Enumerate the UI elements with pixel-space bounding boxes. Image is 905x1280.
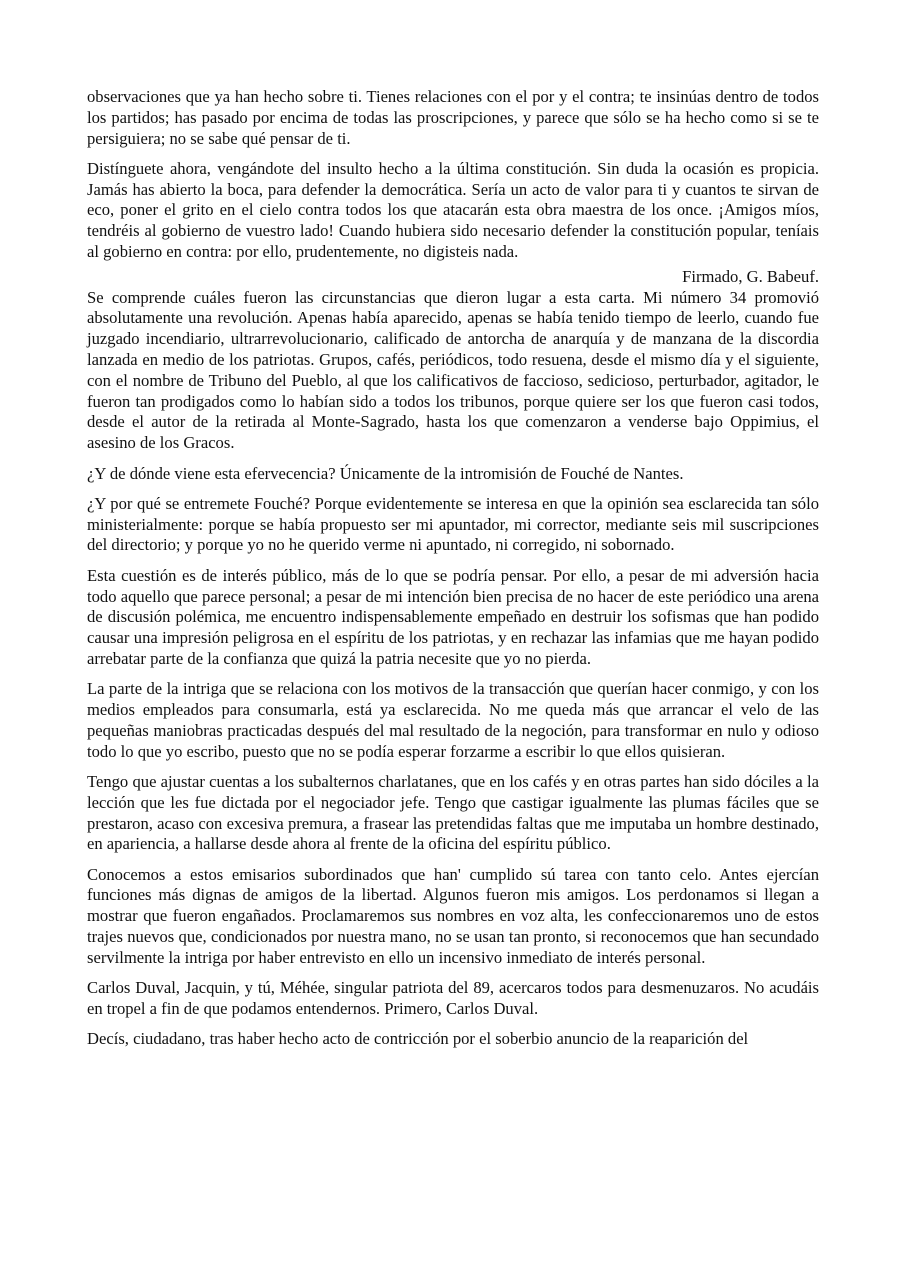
paragraph: ¿Y de dónde viene esta efervecencia? Únicamente de la intromisión de Fouché de Nantes. bbox=[87, 463, 684, 483]
paragraph: La parte de la intriga que se relaciona con los motivos de la transacción que querían hacer conmigo, y con los medios empleados para consumarla, está ya esclarecida. No me queda más que arrancar el velo de las pequeñas maniobras practicadas después del mal resultado de la negoción, para transformar en nulo y odioso todo lo que yo escribo, puesto que no se podía esperar forzarme a escribir lo que ellos quisieran. bbox=[87, 679, 819, 761]
paragraph: Conocemos a estos emisarios subordinados que han' cumplido sú tarea con tanto celo. Antes ejercían funciones más dignas de amigos de la libertad. Algunos fueron mis amigos. Los perdonamos si llegan a mostrar que fueron engañados. Proclamaremos sus nombres en voz alta, les confeccionaremos uno de estos trajes nuevos que, condicionados por nuestra mano, no se usan tan pronto, si reconocemos que han secundado servilmente la intriga por haber entrevisto en ello un incensivo inmediato de interés personal. bbox=[87, 864, 819, 967]
paragraph: Esta cuestión es de interés público, más de lo que se podría pensar. Por ello, a pesar de mi adversión hacia todo aquello que parece personal; a pesar de mi intención bien precisa de no hacer de este periódico una arena de discusión polémica, me encuentro indispensablemente empeñado en destruir los sofismas que han podido causar una impresión peligrosa en el espíritu de los patriotas, y en rechazar las infamias que me hayan podido arrebatar parte de la confianza que quizá la patria necesite que yo no pierda. bbox=[87, 565, 819, 668]
paragraph: Tengo que ajustar cuentas a los subalternos charlatanes, que en los cafés y en otras partes han sido dóciles a la lección que les fue dictada por el negociador jefe. Tengo que castigar igualmente las plumas fáciles que se prestaron, acaso con excesiva premura, a frasear las pretendidas faltas que me imputaba un hombre destinado, en apariencia, a hallarse desde ahora al frente de la oficina del espíritu público. bbox=[87, 771, 819, 854]
paragraph: Se comprende cuáles fueron las circunstancias que dieron lugar a esta carta. Mi número 34 promovió absolutamente una revolución. Apenas había aparecido, apenas se había tenido tiempo de leerlo, cuando fue juzgado incendiario, ultrarrevolucionario, calificado de antorcha de anarquía y de manzana de la discordia lanzada en medio de los patriotas. Grupos, cafés, periódicos, todo resuena, desde el mismo día y el siguiente, con el nombre de Tribuno del Pueblo, al que los calificativos de faccioso, sedicioso, perturbador, agitador, le fueron tan prodigados como lo habían sido a todos los tribunos, porque quiere ser los que fueron casi todos, desde el autor de la retirada al Monte-Sagrado, hasta los que comenzaron a venderse bajo Oppimius, el asesino de los Gracos. bbox=[87, 287, 819, 453]
paragraph: observaciones que ya han hecho sobre ti. Tienes relaciones con el por y el contra; te insinúas dentro de todos los partidos; has pasado por encima de todas las proscripciones, y parece que sólo se ha hecho como si se te persiguiera; no se sabe qué pensar de ti. bbox=[87, 87, 819, 148]
paragraph: Carlos Duval, Jacquin, y tú, Méhée, singular patriota del 89, acercaros todos para desmenuzaros. No acudáis en tropel a fin de que podamos entendernos. Primero, Carlos Duval. bbox=[87, 978, 819, 1018]
paragraph: Decís, ciudadano, tras haber hecho acto de contricción por el soberbio anuncio de la reaparición del bbox=[87, 1029, 749, 1049]
document-page bbox=[87, 87, 819, 1059]
paragraph: Distínguete ahora, vengándote del insulto hecho a la última constitución. Sin duda la ocasión es propicia. Jamás has abierto la boca, para defender la democrática. Sería un acto de valor para ti y cuantos te sirvan de eco, poner el grito en el cielo contra todos los que atacarán esta obra maestra de los once. ¡Amigos míos, tendréis al gobierno de vuestro lado! Cuando hubiera sido necesario defender la constitución popular, teníais al gobierno en contra: por ello, prudentemente, no digisteis nada. bbox=[87, 158, 819, 262]
paragraph: ¿Y por qué se entremete Fouché? Porque evidentemente se interesa en que la opinión sea esclarecida tan sólo ministerialmente: porque se había propuesto ser mi apuntador, mi corrector, mediante seis mil suscripciones del directorio; y porque yo no he querido verme ni apuntado, ni corregido, ni sobornado. bbox=[87, 493, 819, 555]
signature: Firmado, G. Babeuf. bbox=[682, 266, 819, 286]
